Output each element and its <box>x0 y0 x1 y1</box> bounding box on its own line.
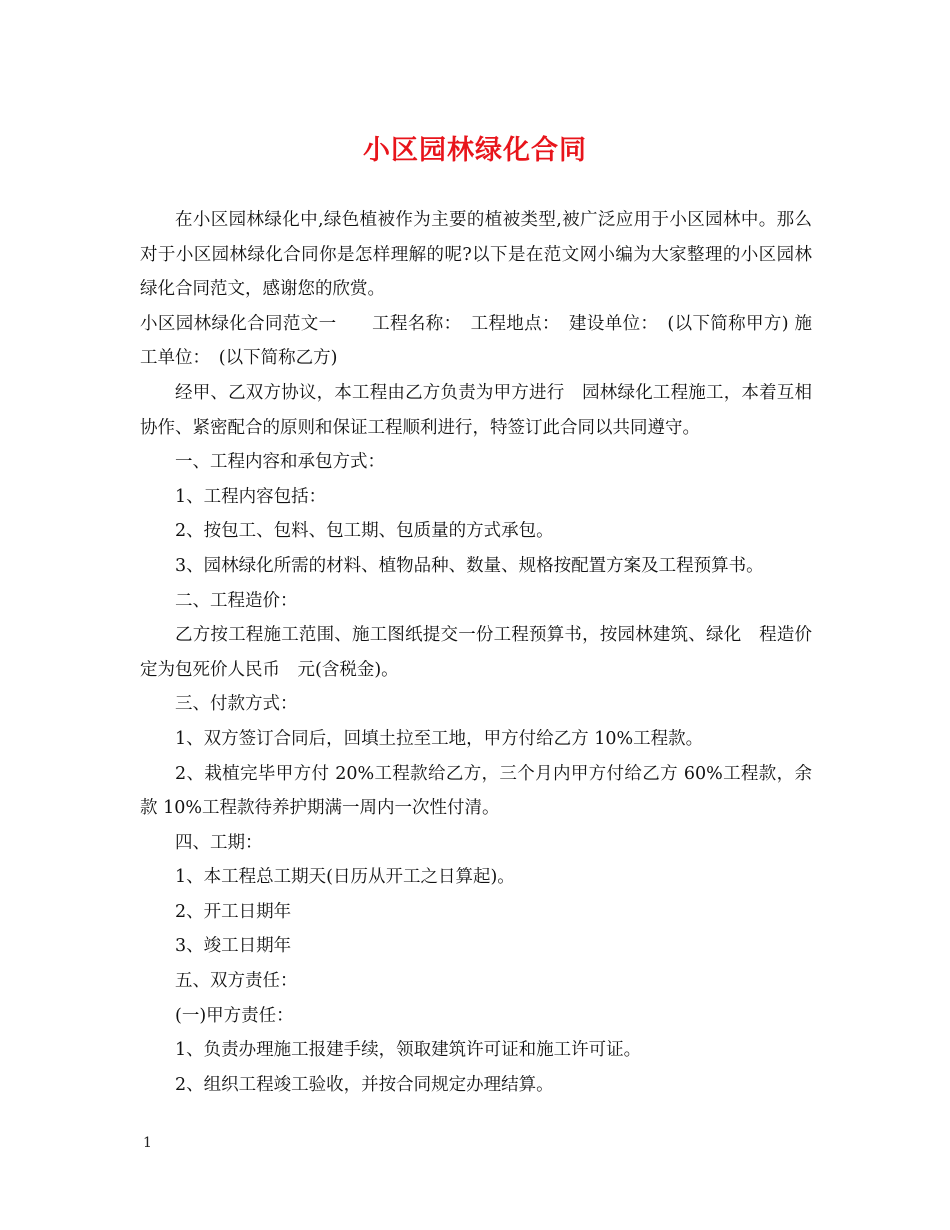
page-number: 1 <box>143 1135 152 1151</box>
list-item-payment-1: 1、双方签订合同后，回填土拉至工地，甲方付给乙方 10%工程款。 <box>175 728 704 749</box>
section-heading-cost: 二、工程造价： <box>175 590 298 611</box>
list-item-payment-2: 2、栽植完毕甲方付 20%工程款给乙方，三个月内甲方付给乙方 60%工程款，余款 10%工程款待养护期满一周内一次性付清。 <box>140 763 812 819</box>
list-item-schedule-1: 1、本工程总工期天(日历从开工之日算起)。 <box>175 867 515 888</box>
list-item-party-a-2: 2、组织工程竣工验收，并按合同规定办理结算。 <box>175 1074 554 1095</box>
list-item-schedule-2: 2、开工日期年 <box>175 901 292 922</box>
list-item-schedule-3: 3、竣工日期年 <box>175 936 292 957</box>
document-body <box>140 203 812 1102</box>
list-item-party-a-1: 1、负责办理施工报建手续，领取建筑许可证和施工许可证。 <box>175 1040 642 1061</box>
list-item-scope-1: 1、工程内容包括： <box>175 486 327 507</box>
subsection-heading-party-a: (一)甲方责任： <box>175 1005 294 1026</box>
section-heading-schedule: 四、工期： <box>175 832 263 853</box>
list-item-scope-2: 2、按包工、包料、包工期、包质量的方式承包。 <box>175 521 554 542</box>
list-item-scope-3: 3、园林绿化所需的材料、植物品种、数量、规格按配置方案及工程预算书。 <box>175 555 764 576</box>
section-heading-responsibilities: 五、双方责任： <box>175 971 298 992</box>
paragraph-contract-header: 小区园林绿化合同范文一 工程名称： 工程地点： 建设单位： (以下简称甲方) 施工单位： (以下简称乙方) <box>140 313 812 369</box>
document-title: 小区园林绿化合同 <box>363 135 587 166</box>
paragraph-intro: 在小区园林绿化中,绿色植被作为主要的植被类型,被广泛应用于小区园林中。那么对于小区园林绿化合同你是怎样理解的呢?以下是在范文网小编为大家整理的小区园林绿化合同范文，感谢您的欣赏。 <box>140 210 812 300</box>
section-heading-scope: 一、工程内容和承包方式： <box>175 452 385 473</box>
section-heading-payment: 三、付款方式： <box>175 694 298 715</box>
paragraph-cost: 乙方按工程施工范围、施工图纸提交一份工程预算书，按园林建筑、绿化 程造价定为包死价人民币 元(含税金)。 <box>140 625 812 680</box>
paragraph-agreement: 经甲、乙双方协议，本工程由乙方负责为甲方进行 园林绿化工程施工，本着互相协作、紧密配合的原则和保证工程顺利进行，特签订此合同以共同遵守。 <box>140 382 812 438</box>
